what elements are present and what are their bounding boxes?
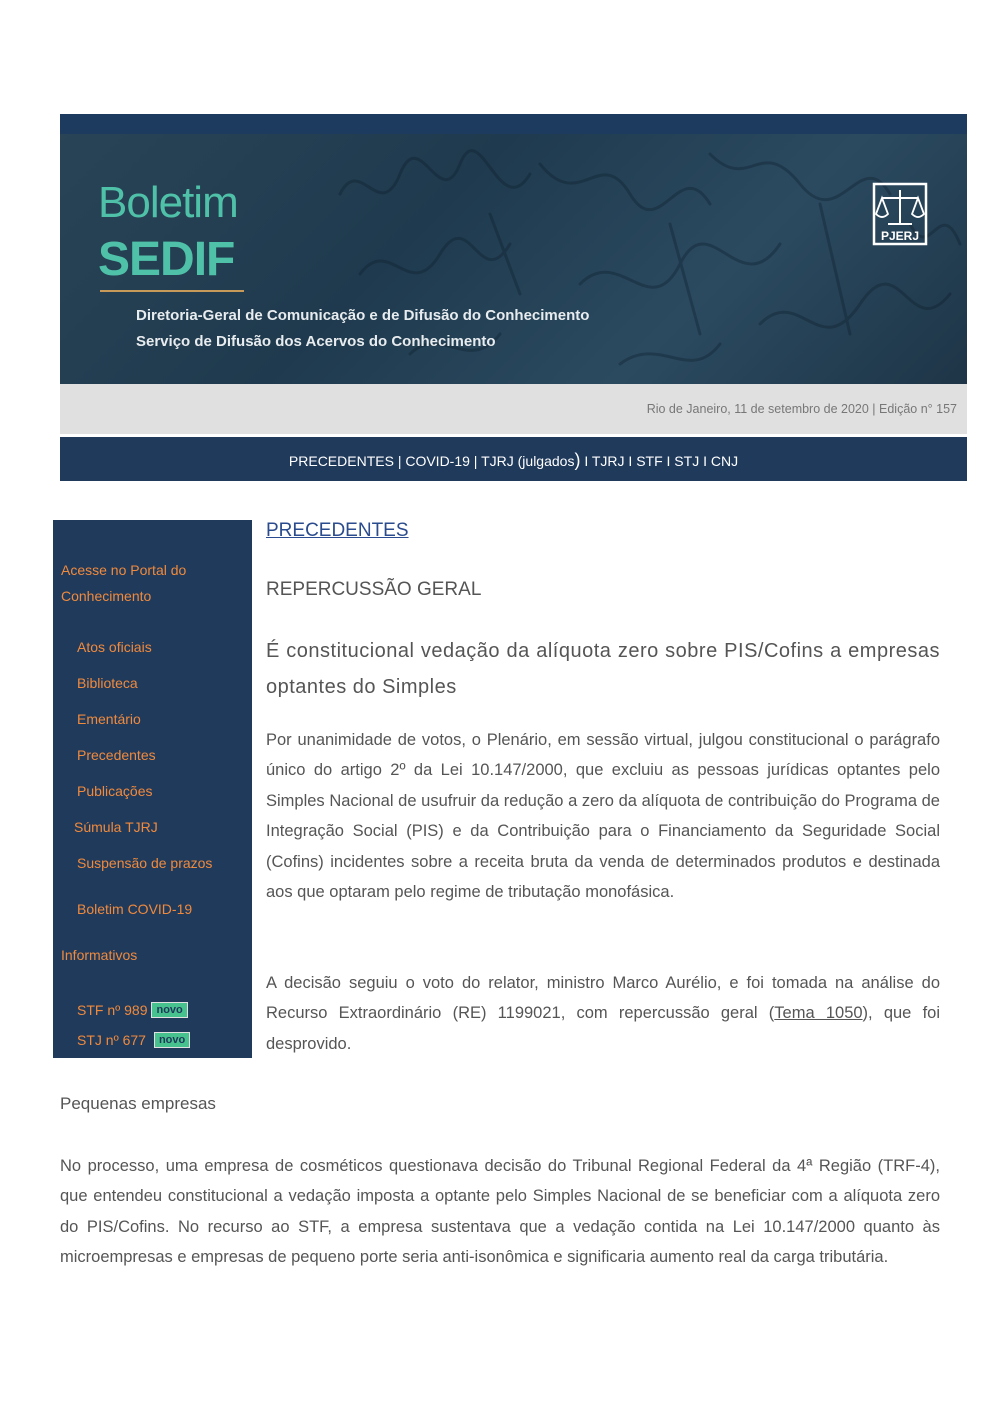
paragraph-2-text-a: A decisão seguiu o voto do relator, ministro Marco Aurélio, e foi tomada na análise do Recurso Extraordinário (RE) 1199021, com repercussão geral ( bbox=[266, 974, 940, 1023]
new-badge: novo bbox=[151, 1002, 187, 1018]
sidebar-item-suspensao-prazos[interactable]: Suspensão de prazos bbox=[77, 855, 213, 871]
subsection-repercussao-geral: REPERCUSSÃO GERAL bbox=[266, 579, 482, 600]
header-banner bbox=[60, 114, 967, 384]
article-paragraph-2 bbox=[266, 968, 940, 1059]
banner-title-sedif: SEDIF bbox=[98, 233, 235, 286]
nav-links-tail[interactable]: I TJRJ I STF I STJ I CNJ bbox=[580, 453, 739, 469]
sidebar-portal-link[interactable]: Acesse no Portal do Conhecimento bbox=[61, 562, 187, 604]
banner-divider bbox=[100, 290, 244, 292]
banner-top-strip bbox=[60, 114, 967, 134]
edition-date: Rio de Janeiro, 11 de setembro de 2020 | Edição n° 157 bbox=[646, 402, 957, 416]
tema-1050-link[interactable]: Tema 1050 bbox=[774, 1004, 863, 1023]
article-headline: É constitucional vedação da alíquota zero sobre PIS/Cofins a empresas optantes do Simples bbox=[266, 640, 940, 698]
stf-link[interactable]: STF nº 989 bbox=[77, 1002, 148, 1018]
sidebar-item-ementario[interactable]: Ementário bbox=[77, 711, 141, 727]
top-navigation[interactable] bbox=[60, 437, 967, 481]
banner-subtitle-1: Diretoria-Geral de Comunicação e de Difusão do Conhecimento bbox=[136, 307, 590, 324]
sidebar-item-precedentes[interactable]: Precedentes bbox=[77, 747, 156, 763]
sidebar-item-publicacoes[interactable]: Publicações bbox=[77, 783, 153, 799]
heading-pequenas-empresas: Pequenas empresas bbox=[60, 1094, 216, 1113]
new-badge: novo bbox=[154, 1032, 190, 1048]
nav-links[interactable]: PRECEDENTES | COVID-19 | TJRJ (julgados bbox=[288, 453, 575, 469]
nav-paren: ) bbox=[574, 450, 581, 470]
stj-link[interactable]: STJ nº 677 bbox=[77, 1032, 146, 1048]
sidebar bbox=[53, 520, 252, 1058]
section-title-precedentes[interactable]: PRECEDENTES bbox=[266, 520, 409, 541]
sidebar-item-stf bbox=[77, 1002, 188, 1018]
article-paragraph-1: Por unanimidade de votos, o Plenário, em sessão virtual, julgou constitucional o parágrafo único do artigo 2º da Lei 10.147/2000, que excluiu as pessoas jurídicas optantes pelo Simples Nacional de usufruir da redução a zero da alíquota de contribuição do Programa de Integração Social (PIS) e da Contribuição para o Financiamento da Seguridade Social (Cofins) incidentes sobre a receita bruta da venda de determinados produtos e destinada aos que optaram pelo regime de tributação monofásica. bbox=[266, 731, 940, 902]
sidebar-item-boletim-covid[interactable]: Boletim COVID-19 bbox=[77, 901, 193, 917]
banner-subtitle-2: Serviço de Difusão dos Acervos do Conhecimento bbox=[136, 333, 496, 350]
article-paragraph-3: No processo, uma empresa de cosméticos questionava decisão do Tribunal Regional Federal da 4ª Região (TRF-4), que entendeu constitucional a vedação imposta a optante pelo Simples Nacional de se beneficiar com a alíquota zero do PIS/Cofins. No recurso ao STF, a empresa sustentava que a vedação contida na Lei 10.147/2000 quanto às microempresas e empresas de pequeno porte seria anti-isonômica e significaria aumento real da carga tributária. bbox=[60, 1157, 940, 1267]
date-bar bbox=[60, 384, 967, 434]
sidebar-item-atos-oficiais[interactable]: Atos oficiais bbox=[77, 639, 152, 655]
paragraph-2-text-b: ), que foi desprovido. bbox=[266, 1004, 940, 1053]
sidebar-item-stj bbox=[77, 1032, 190, 1048]
banner-title-boletim: Boletim bbox=[98, 178, 238, 227]
logo-label: PJERJ bbox=[880, 229, 920, 243]
sidebar-item-biblioteca[interactable]: Biblioteca bbox=[77, 675, 138, 691]
sidebar-item-sumula-tjrj[interactable]: Súmula TJRJ bbox=[74, 819, 158, 835]
sidebar-informativos-heading: Informativos bbox=[61, 947, 138, 963]
